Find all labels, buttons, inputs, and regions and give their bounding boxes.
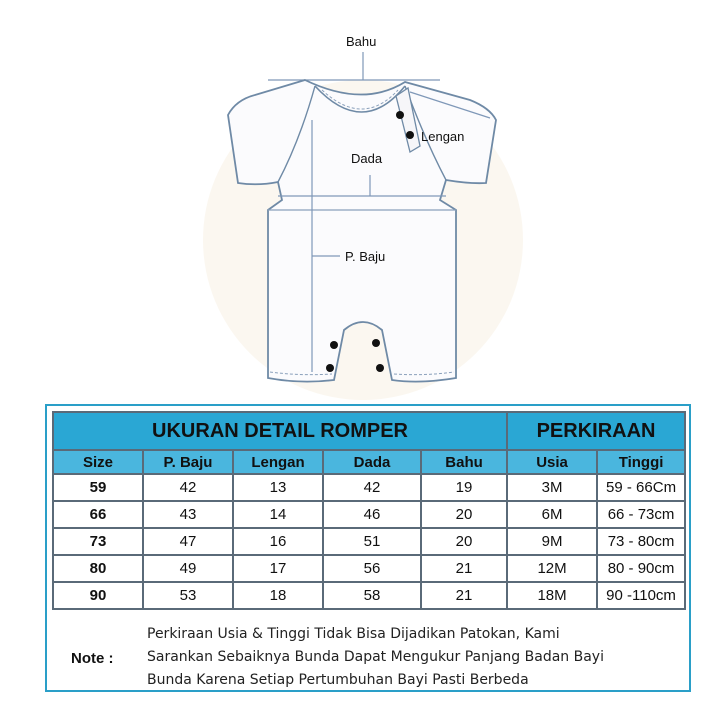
table-row <box>53 501 685 528</box>
crotch-snap-2 <box>326 364 334 372</box>
cell-bahu: 20 <box>421 528 507 555</box>
cell-tinggi: 80 - 90cm <box>597 555 685 582</box>
lengan-label: Lengan <box>421 129 465 144</box>
cell-lengan: 17 <box>233 555 323 582</box>
note-line-2: Sarankan Sebaiknya Bunda Dapat Mengukur Panjang Badan Bayi <box>147 649 604 665</box>
col-size: Size <box>53 450 143 474</box>
cell-dada: 58 <box>323 582 421 609</box>
cell-usia: 3M <box>507 474 597 501</box>
cell-tinggi: 66 - 73cm <box>597 501 685 528</box>
table-row <box>53 582 685 609</box>
cell-tinggi: 90 -110cm <box>597 582 685 609</box>
title-estimate: PERKIRAAN <box>507 412 685 450</box>
table-row <box>53 474 685 501</box>
cell-size: 80 <box>53 555 143 582</box>
crotch-snap-1 <box>330 341 338 349</box>
cell-p-baju: 42 <box>143 474 233 501</box>
table-row <box>53 555 685 582</box>
size-chart-panel <box>45 404 691 692</box>
cell-size: 59 <box>53 474 143 501</box>
title-main: UKURAN DETAIL ROMPER <box>53 412 507 450</box>
table-header-row <box>53 450 685 474</box>
col-usia: Usia <box>507 450 597 474</box>
cell-usia: 12M <box>507 555 597 582</box>
cell-dada: 46 <box>323 501 421 528</box>
cell-bahu: 21 <box>421 582 507 609</box>
table-title-row <box>53 412 685 450</box>
cell-usia: 18M <box>507 582 597 609</box>
cell-p-baju: 43 <box>143 501 233 528</box>
cell-size: 73 <box>53 528 143 555</box>
crotch-snap-3 <box>372 339 380 347</box>
cell-bahu: 19 <box>421 474 507 501</box>
snap-button-2 <box>406 131 414 139</box>
cell-dada: 51 <box>323 528 421 555</box>
crotch-snap-4 <box>376 364 384 372</box>
col-p-baju: P. Baju <box>143 450 233 474</box>
cell-usia: 9M <box>507 528 597 555</box>
note-label: Note : <box>71 650 114 667</box>
dada-label: Dada <box>351 151 383 166</box>
cell-usia: 6M <box>507 501 597 528</box>
cell-p-baju: 47 <box>143 528 233 555</box>
cell-bahu: 21 <box>421 555 507 582</box>
cell-size: 90 <box>53 582 143 609</box>
cell-p-baju: 53 <box>143 582 233 609</box>
cell-lengan: 14 <box>233 501 323 528</box>
col-lengan: Lengan <box>233 450 323 474</box>
cell-tinggi: 73 - 80cm <box>597 528 685 555</box>
table-row <box>53 528 685 555</box>
cell-tinggi: 59 - 66Cm <box>597 474 685 501</box>
snap-button-1 <box>396 111 404 119</box>
cell-size: 66 <box>53 501 143 528</box>
cell-dada: 56 <box>323 555 421 582</box>
col-dada: Dada <box>323 450 421 474</box>
note-section <box>47 620 689 690</box>
col-bahu: Bahu <box>421 450 507 474</box>
baju-label: P. Baju <box>345 249 386 264</box>
note-line-3: Bunda Karena Setiap Pertumbuhan Bayi Pasti Berbeda <box>147 672 529 688</box>
note-line-1: Perkiraan Usia & Tinggi Tidak Bisa Dijadikan Patokan, Kami <box>147 626 560 642</box>
cell-lengan: 13 <box>233 474 323 501</box>
cell-lengan: 18 <box>233 582 323 609</box>
cell-lengan: 16 <box>233 528 323 555</box>
bahu-label: Bahu <box>346 34 377 49</box>
cell-dada: 42 <box>323 474 421 501</box>
cell-p-baju: 49 <box>143 555 233 582</box>
size-table <box>52 411 686 610</box>
col-tinggi: Tinggi <box>597 450 685 474</box>
cell-bahu: 20 <box>421 501 507 528</box>
